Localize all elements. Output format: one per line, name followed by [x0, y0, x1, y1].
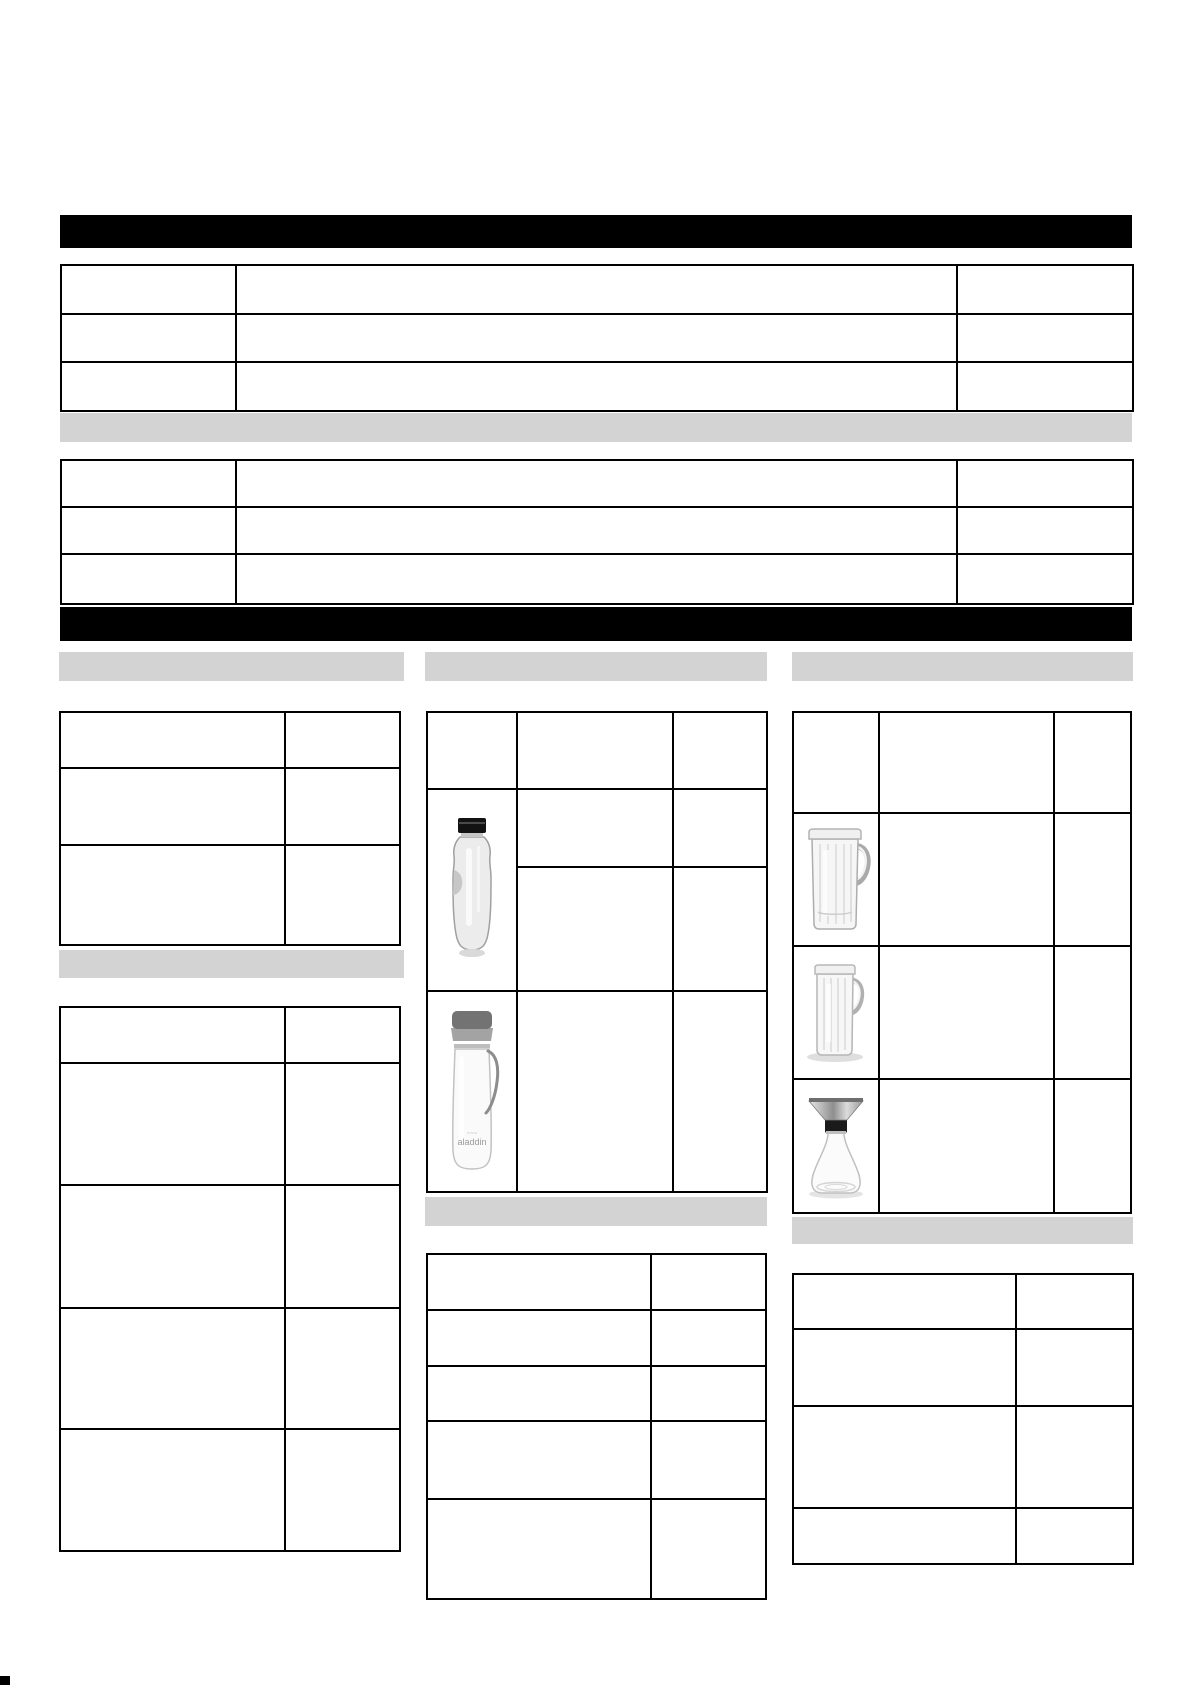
header-bar-secondary	[60, 607, 1132, 641]
section-bar-middle-2	[425, 1197, 767, 1226]
price-cell	[957, 362, 1133, 411]
top-table-2	[60, 459, 1134, 605]
description-cell	[60, 845, 285, 945]
price-cell	[285, 1007, 400, 1063]
description-cell	[60, 1308, 285, 1429]
glass-bottle-image	[447, 816, 497, 964]
section-bar-left-1	[59, 652, 404, 681]
svg-text:~~~: ~~~	[466, 1130, 478, 1137]
product-image-header-cell	[793, 712, 879, 813]
header-bar-primary	[60, 215, 1132, 248]
product-image-cell	[427, 789, 517, 991]
price-cell	[651, 1254, 766, 1310]
description-cell	[793, 1508, 1016, 1564]
description-cell	[793, 1274, 1016, 1329]
description-cell	[236, 265, 957, 314]
description-cell	[236, 554, 957, 604]
product-image-cell	[793, 813, 879, 946]
description-cell	[427, 1254, 651, 1310]
slim-jug-image	[802, 960, 870, 1065]
description-cell	[427, 1310, 651, 1366]
description-cell	[793, 1406, 1016, 1508]
label-cell	[61, 314, 236, 362]
description-cell	[60, 1429, 285, 1551]
price-cell	[673, 991, 767, 1192]
description-cell	[517, 867, 673, 991]
description-cell	[427, 1499, 651, 1599]
price-cell	[285, 1308, 400, 1429]
product-image-cell	[793, 1079, 879, 1213]
description-cell	[236, 314, 957, 362]
price-cell	[957, 460, 1133, 507]
price-cell	[285, 1063, 400, 1185]
aveo-logo-text: aladdin	[457, 1136, 487, 1147]
section-bar-right-2	[792, 1217, 1133, 1244]
price-cell	[285, 1185, 400, 1308]
description-cell	[517, 712, 673, 789]
price-cell	[651, 1310, 766, 1366]
price-cell	[651, 1366, 766, 1421]
price-cell	[285, 1429, 400, 1551]
price-cell	[285, 845, 400, 945]
section-bar-top-divider	[60, 413, 1132, 442]
price-cell	[957, 554, 1133, 604]
price-cell	[673, 867, 767, 991]
description-cell	[236, 362, 957, 411]
description-cell	[879, 946, 1054, 1079]
description-cell	[427, 1366, 651, 1421]
description-cell	[236, 507, 957, 554]
price-cell	[1016, 1329, 1133, 1406]
funnel-carafe-image	[802, 1093, 870, 1200]
description-cell	[60, 768, 285, 845]
description-cell	[60, 1007, 285, 1063]
price-cell	[957, 265, 1133, 314]
middle-products-table	[426, 711, 768, 1193]
label-cell	[61, 507, 236, 554]
section-bar-right-1	[792, 652, 1133, 681]
price-cell	[957, 314, 1133, 362]
product-image-cell	[793, 946, 879, 1079]
description-cell	[879, 813, 1054, 946]
section-bar-left-2	[59, 950, 404, 978]
label-cell	[61, 265, 236, 314]
price-cell	[1054, 712, 1131, 813]
right-table-2	[792, 1273, 1134, 1565]
price-cell	[1016, 1406, 1133, 1508]
page-corner-mark	[0, 1676, 10, 1685]
label-cell	[61, 554, 236, 604]
section-bar-middle-1	[425, 652, 767, 681]
price-cell	[1054, 1079, 1131, 1213]
description-cell	[60, 1063, 285, 1185]
aveo-bottle-image	[443, 1008, 501, 1176]
price-cell	[673, 712, 767, 789]
price-cell	[285, 768, 400, 845]
description-cell	[517, 789, 673, 867]
description-cell	[879, 1079, 1054, 1213]
price-cell	[1054, 813, 1131, 946]
price-cell	[285, 712, 400, 768]
label-cell	[61, 362, 236, 411]
product-image-cell	[427, 991, 517, 1192]
description-cell	[60, 1185, 285, 1308]
top-table-1	[60, 264, 1134, 412]
description-cell	[879, 712, 1054, 813]
price-cell	[1016, 1508, 1133, 1564]
price-cell	[673, 789, 767, 867]
price-cell	[1054, 946, 1131, 1079]
description-cell	[60, 712, 285, 768]
price-cell	[957, 507, 1133, 554]
description-cell	[517, 991, 673, 1192]
left-table-2	[59, 1006, 401, 1552]
left-table-1	[59, 711, 401, 946]
label-cell	[61, 460, 236, 507]
description-cell	[427, 1421, 651, 1499]
description-cell	[793, 1329, 1016, 1406]
product-image-header-cell	[427, 712, 517, 789]
price-cell	[651, 1421, 766, 1499]
price-cell	[1016, 1274, 1133, 1329]
fridge-jug-image	[800, 824, 872, 936]
right-products-table	[792, 711, 1132, 1214]
description-cell	[236, 460, 957, 507]
price-cell	[651, 1499, 766, 1599]
middle-table-2	[426, 1253, 767, 1600]
